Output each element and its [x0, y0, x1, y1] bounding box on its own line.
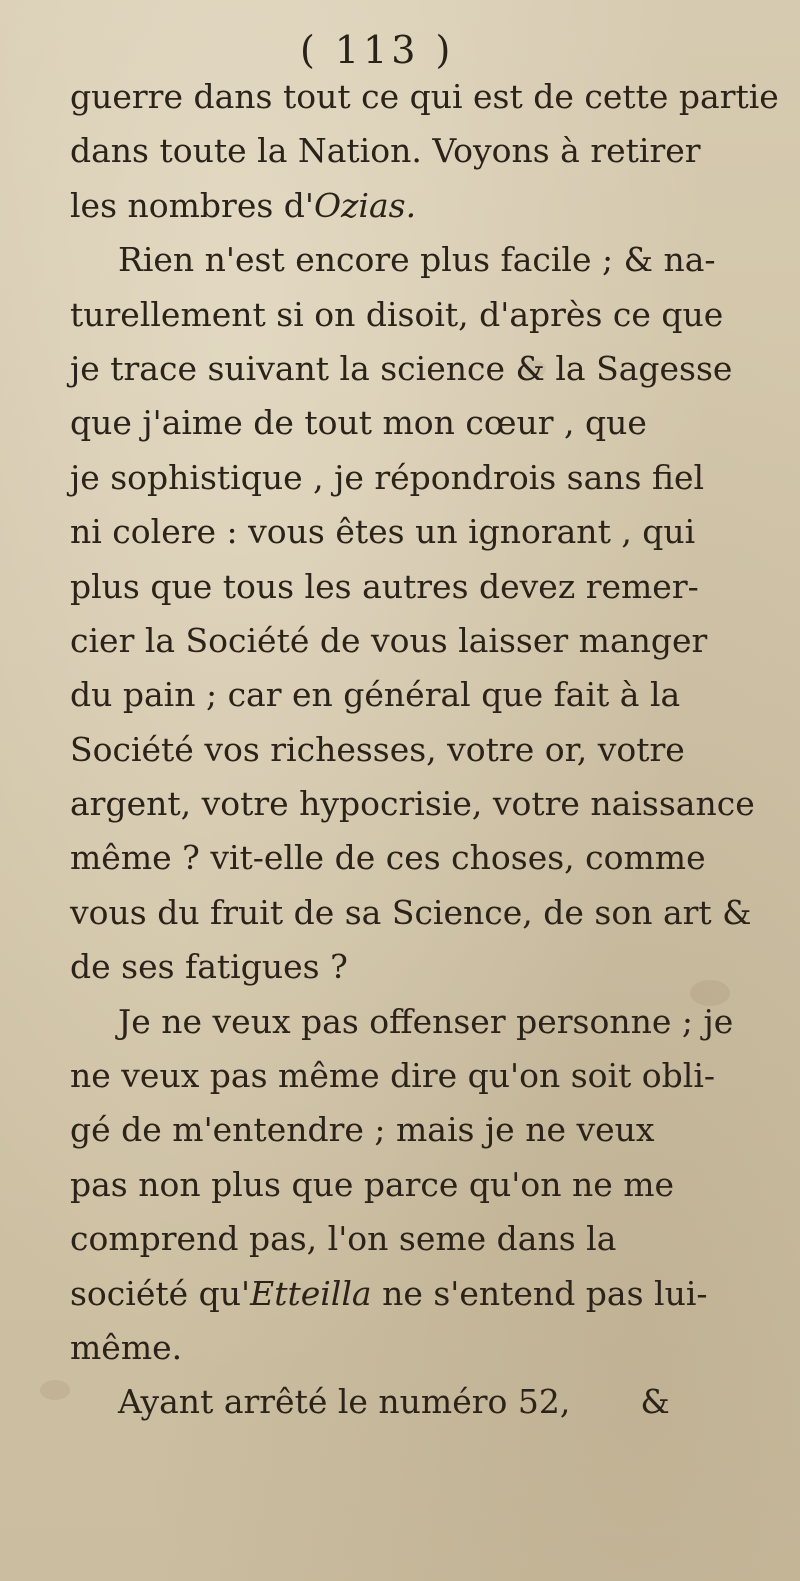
text-line: de ses fatigues ? [70, 947, 348, 987]
text-line: comprend pas, l'on seme dans la [70, 1219, 617, 1259]
body-text [60, 70, 779, 1430]
text-line: gé de m'entendre ; mais je ne veux [70, 1110, 655, 1150]
text-line: ne veux pas même dire qu'on soit obli- [70, 1056, 716, 1096]
text-line: vous du fruit de sa Science, de son art & [70, 892, 752, 932]
text-line: Société vos richesses, votre or, votre [70, 729, 685, 769]
text-line: argent, votre hypocrisie, votre naissance [70, 784, 755, 824]
text-line: du pain ; car en général que fait à la [70, 675, 681, 715]
text-line: plus que tous les autres devez remer- [70, 566, 699, 606]
catchword: & [640, 1382, 670, 1422]
text-line: société qu'Etteilla ne s'entend pas lui- [70, 1273, 708, 1313]
italic-name-etteilla: Etteilla [250, 1273, 372, 1313]
text-line: même ? vit-elle de ces choses, comme [70, 838, 706, 878]
text-line: je trace suivant la science & la Sagesse [70, 348, 733, 388]
italic-name-ozias: Ozias. [313, 185, 417, 225]
text-line: les nombres d'Ozias. [70, 185, 417, 225]
text-line: Rien n'est encore plus facile ; & na- [118, 240, 716, 280]
text-line: turellement si on disoit, d'après ce que [70, 294, 724, 334]
text-line: que j'aime de tout mon cœur , que [70, 403, 647, 443]
text-line: Je ne veux pas offenser personne ; je [118, 1001, 734, 1041]
text-line: guerre dans tout ce qui est de cette partie [70, 77, 779, 116]
text-line: je sophistique , je répondrois sans fiel [70, 457, 705, 497]
catchword-line: Ayant arrêté le numéro 52, & [118, 1382, 670, 1422]
text-line: dans toute la Nation. Voyons à retirer [70, 131, 701, 171]
text-line: cier la Société de vous laisser manger [70, 620, 708, 660]
text-line: ni colere : vous êtes un ignorant , qui [70, 512, 696, 552]
text-line: pas non plus que parce qu'on ne me [70, 1164, 675, 1204]
text-line: même. [70, 1327, 183, 1367]
page-number: ( 113 ) [300, 28, 455, 72]
